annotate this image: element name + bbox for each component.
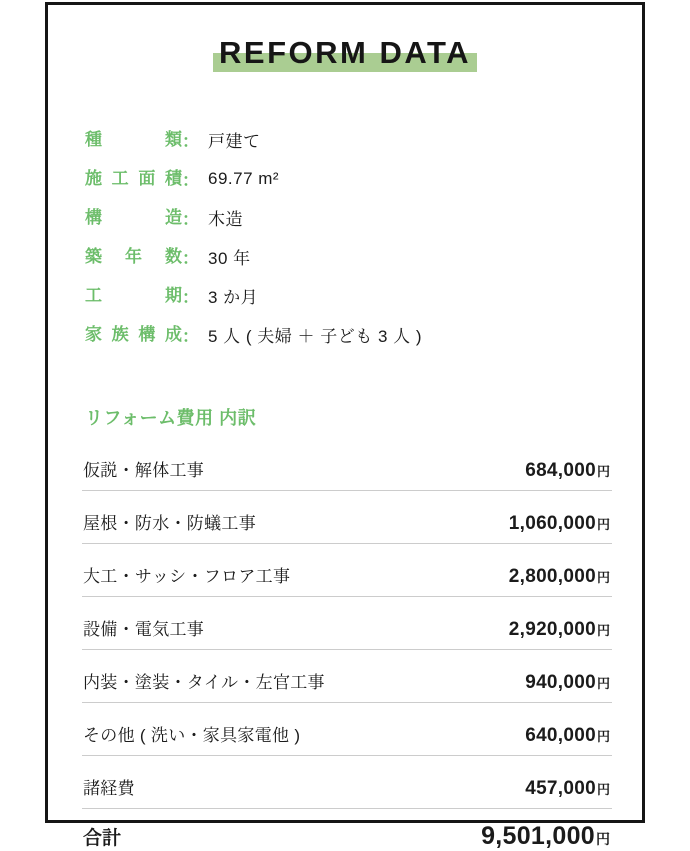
info-row	[85, 315, 642, 354]
cost-item-label: 屋根・防水・防蟻工事	[83, 514, 256, 534]
title-section	[48, 31, 642, 74]
cost-row	[82, 756, 612, 809]
cost-amount: 1,060,000	[508, 513, 596, 535]
info-row	[85, 237, 642, 276]
cost-item-label: その他 ( 洗い・家具家電他 )	[83, 726, 301, 746]
property-info-list	[85, 120, 642, 354]
info-row	[85, 120, 642, 159]
cost-item-label: 設備・電気工事	[83, 620, 205, 640]
info-colon: ：	[182, 288, 199, 308]
info-colon: ：	[182, 132, 199, 152]
cost-item-value	[509, 513, 610, 535]
total-amount: 9,501,000	[481, 822, 595, 851]
cost-amount: 2,800,000	[508, 566, 596, 588]
cost-item-value	[525, 672, 610, 694]
cost-amount: 640,000	[525, 725, 596, 747]
cost-breakdown-heading: リフォーム費用 内訳	[85, 408, 257, 429]
info-label: 家族構成	[85, 325, 182, 345]
total-currency-unit: 円	[596, 831, 610, 848]
info-label: 構造	[85, 208, 182, 228]
cost-item-value	[525, 778, 610, 800]
info-value: 木造	[208, 210, 243, 230]
info-value: 戸建て	[208, 132, 261, 152]
cost-row	[82, 597, 612, 650]
cost-currency-unit: 円	[596, 517, 610, 533]
cost-item-value	[509, 566, 610, 588]
info-value: 30 年	[208, 249, 251, 269]
total-row	[83, 822, 610, 851]
cost-item-label: 内装・塗装・タイル・左官工事	[83, 673, 325, 693]
cost-item-label: 大工・サッシ・フロア工事	[83, 567, 291, 587]
info-label: 築年数	[85, 247, 182, 267]
reform-data-card	[45, 2, 645, 851]
cost-breakdown-table	[82, 438, 612, 809]
cost-currency-unit: 円	[596, 729, 610, 745]
title-inner	[219, 31, 471, 74]
cost-item-value	[525, 725, 610, 747]
total-label: 合計	[83, 828, 122, 850]
info-label: 種類	[85, 130, 182, 150]
cost-item-value	[509, 619, 610, 641]
total-value	[481, 822, 610, 851]
cost-row	[82, 491, 612, 544]
cost-item-value	[525, 460, 610, 482]
info-colon: ：	[182, 171, 199, 191]
cost-amount: 940,000	[525, 672, 596, 694]
info-colon: ：	[182, 327, 199, 347]
cost-row	[82, 438, 612, 491]
info-label: 工期	[85, 286, 182, 306]
cost-amount: 457,000	[525, 778, 596, 800]
cost-amount: 2,920,000	[508, 619, 596, 641]
info-row	[85, 198, 642, 237]
cost-currency-unit: 円	[596, 623, 610, 639]
info-label: 施工面積	[85, 169, 182, 189]
info-colon: ：	[182, 249, 199, 269]
cost-row	[82, 544, 612, 597]
cost-item-label: 仮説・解体工事	[83, 461, 205, 481]
page-title: REFORM DATA	[219, 35, 471, 70]
cost-item-label: 諸経費	[83, 779, 135, 799]
info-row	[85, 276, 642, 315]
info-value: 5 人 ( 夫婦 ＋ 子ども 3 人 )	[208, 327, 423, 347]
info-value: 3 か月	[208, 288, 259, 308]
cost-currency-unit: 円	[596, 570, 610, 586]
info-row	[85, 159, 642, 198]
cost-currency-unit: 円	[596, 676, 610, 692]
cost-row	[82, 650, 612, 703]
info-colon: ：	[182, 210, 199, 230]
cost-row	[82, 703, 612, 756]
cost-amount: 684,000	[525, 460, 596, 482]
cost-currency-unit: 円	[596, 464, 610, 480]
cost-currency-unit: 円	[596, 782, 610, 798]
info-value: 69.77 m²	[208, 168, 280, 188]
